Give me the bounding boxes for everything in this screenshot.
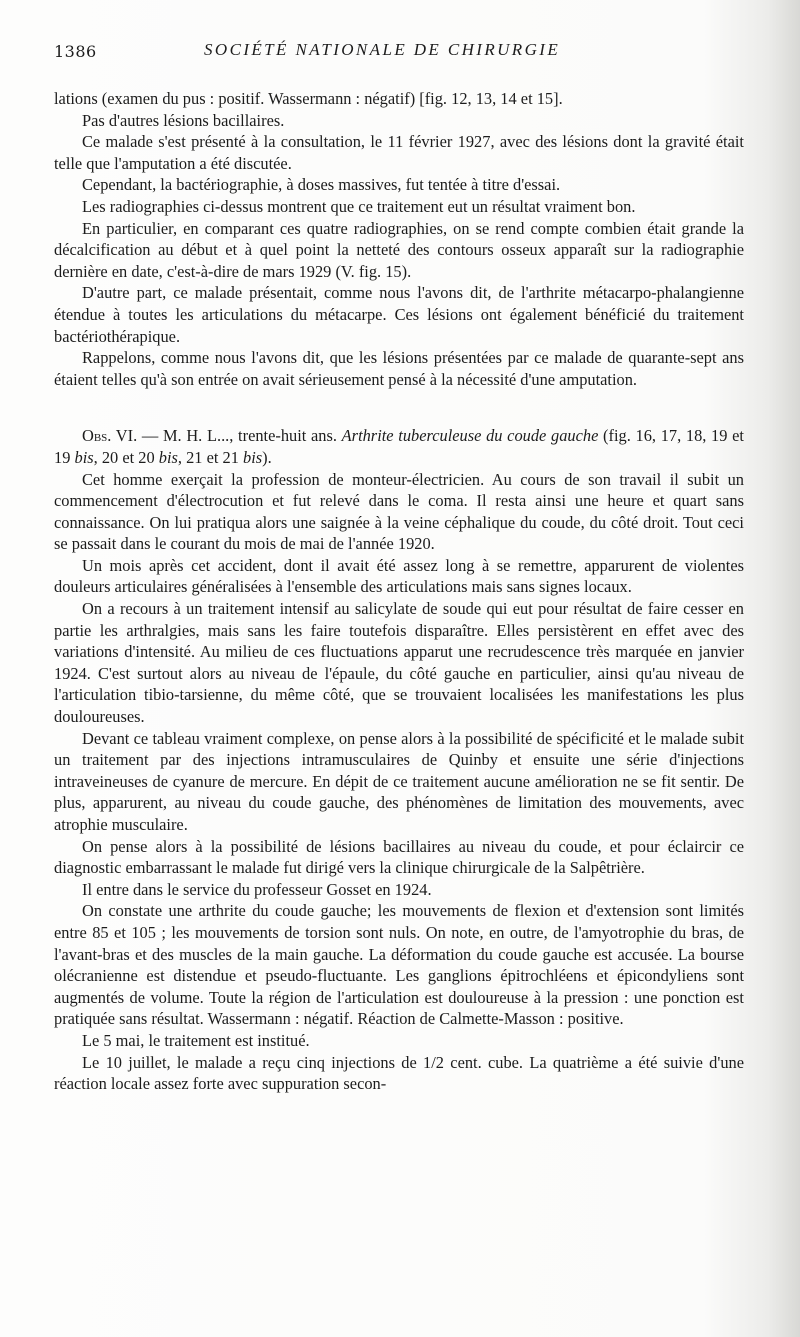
observation-figs: ). (262, 447, 272, 467)
paragraph: lations (examen du pus : positif. Wassermann : négatif) [fig. 12, 13, 14 et 15]. (54, 89, 563, 108)
paragraph: Pas d'autres lésions bacillaires. (82, 110, 285, 130)
observation-patient: M. H. L..., trente-huit ans. (162, 426, 342, 446)
paragraph: Le 10 juillet, le malade a reçu cinq injections de 1/2 cent. cube. La quatrième a été suivie d'une réaction locale assez forte avec suppuration secon- (54, 1052, 744, 1094)
observation-heading (54, 425, 744, 468)
observation-title: Arthrite tuberculeuse du coude gauche (341, 426, 599, 446)
paragraph: Cependant, la bactériographie, à doses massives, fut tentée à titre d'essai. (82, 175, 561, 195)
observation-figs: , 20 et 20 (93, 447, 159, 467)
observation-figs: , 21 et 21 (177, 447, 243, 467)
paragraph: Devant ce tableau vraiment complexe, on pense alors à la possibilité de spécificité et le malade subit un traitement par des injections intramusculaires de Quinby et ensuite une série d'injections intraveineuses de cyanure de mercure. En dépit de ce traitement aucune amélioration ne se fit sentir. De plus, apparurent, au niveau du coude gauche, des phénomènes de limitation des mouvements, avec atrophie musculaire. (54, 728, 744, 834)
paragraph: On a recours à un traitement intensif au salicylate de soude qui eut pour résultat de faire cesser en partie les arthralgies, mais sans les faire toutefois disparaître. Elles persistèrent en effet avec des variations d'intensité. Au milieu de ces fluctuations apparut une recrudescence très marquée en janvier 1924. C'est surtout alors au niveau de l'épaule, du côté gauche en particulier, ainsi qu'au niveau de l'articulation tibio-tarsienne, du même côté, que se trouvaient localisées les manifestations les plus douloureuses. (54, 599, 744, 727)
observation-dash: — (137, 426, 163, 446)
section-gap (54, 390, 744, 425)
observation-figs: (fig. 16, 17, 18, 19 et 19 (54, 426, 744, 467)
paragraph: Un mois après cet accident, dont il avait été assez long à se remettre, apparurent de violentes douleurs articulaires généralisées à l'ensemble des articulations mais sans signes locaux. (54, 555, 744, 597)
paragraph: D'autre part, ce malade présentait, comme nous l'avons dit, de l'arthrite métacarpo-phalangienne étendue à toutes les articulations du métacarpe. Ces lésions ont également bénéficié du traitement bactériothérapique. (54, 283, 744, 346)
running-title: SOCIÉTÉ NATIONALE DE CHIRURGIE (204, 40, 561, 59)
paragraph: Les radiographies ci-dessus montrent que ce traitement eut un résultat vraiment bon. (82, 196, 636, 216)
article-body (54, 88, 744, 1095)
paragraph: On constate une arthrite du coude gauche; les mouvements de flexion et d'extension sont limités entre 85 et 105 ; les mouvements de torsion sont nuls. On note, en outre, de l'amyotrophie du bras, de l'avant-bras et des muscles de la main gauche. La déformation du coude gauche est accusée. La bourse olécranienne est distendue et pseudo-fluctuante. Les ganglions épitrochléens et épicondyliens sont augmentés de volume. Toute la région de l'articulation est douloureuse à la pression : une ponction est pratiquée sans résultat. Wassermann : négatif. Réaction de Calmette-Masson : positive. (54, 901, 744, 1029)
paragraph: Rappelons, comme nous l'avons dit, que les lésions présentées par ce malade de quarante-sept ans étaient telles qu'à son entrée on avait sérieusement pensé à la nécessité d'une amputation. (54, 348, 744, 389)
paragraph: Cet homme exerçait la profession de monteur-électricien. Au cours de son travail il subit un commencement d'électrocution et fut relevé dans le coma. Il resta ainsi une heure et quart sans connaissance. On lui pratiqua alors une saignée à la veine céphalique du coude, du côté droit. Tout ceci se passait dans le courant du mois de mai de l'année 1920. (54, 469, 744, 554)
paragraph: On pense alors à la possibilité de lésions bacillaires au niveau du coude, et pour éclaircir ce diagnostic embarrassant le malade fut dirigé vers la clinique chirurgicale de la Salpêtrière. (54, 836, 744, 878)
observation-bis: bis (243, 447, 263, 467)
paragraph: Ce malade s'est présenté à la consultation, le 11 février 1927, avec des lésions dont la gravité était telle que l'amputation a été discutée. (54, 132, 744, 173)
observation-label: Obs. VI. (82, 426, 138, 446)
paragraph: En particulier, en comparant ces quatre radiographies, on se rend compte combien était grande la décalcification au début et à quel point la netteté des contours osseux apparaît sur la radiographie dernière en date, c'est-à-dire de mars 1929 (V. fig. 15). (54, 218, 744, 281)
paragraph: Le 5 mai, le traitement est institué. (82, 1030, 310, 1050)
observation-bis: bis (74, 447, 94, 467)
page-number: 1386 (54, 42, 97, 61)
paragraph: Il entre dans le service du professeur Gosset en 1924. (82, 879, 432, 899)
page-header (54, 40, 744, 70)
observation-bis: bis (158, 447, 178, 467)
